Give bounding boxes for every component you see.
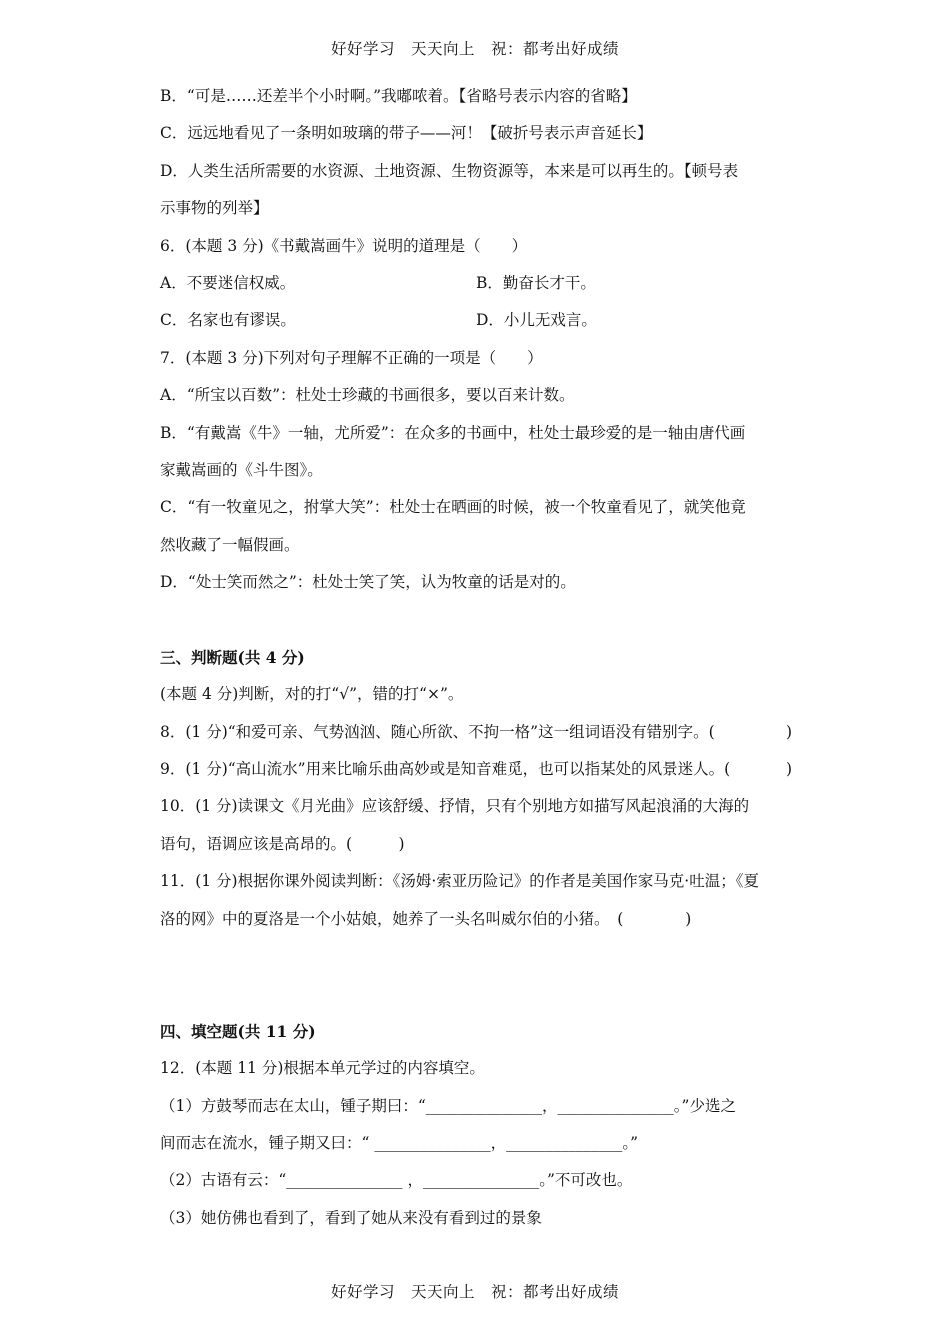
spacer bbox=[160, 975, 792, 1012]
question-12: 12．(本题 11 分)根据本单元学过的内容填空。 bbox=[160, 1059, 485, 1078]
q7-option-b-cont: 家戴嵩画的《斗牛图》。 bbox=[160, 460, 323, 479]
q7-option-c: C．“有一牧童见之，拊掌大笑”：杜处士在晒画的时候，被一个牧童看见了，就笑他竟 bbox=[160, 498, 746, 517]
q12-part-2: （2）古语有云：“_______________ ，_______________。”不可改也。 bbox=[160, 1171, 633, 1190]
option-c-line: C．远远地看见了一条明如玻璃的带子——河！【破折号表示声音延长】 bbox=[160, 124, 653, 143]
question-10-cont: 语句，语调应该是高昂的。( ) bbox=[160, 834, 405, 853]
q12-part-3: （3）她仿佛也看到了，看到了她从来没有看到过的景象 bbox=[160, 1208, 542, 1227]
question-11-cont: 洛的网》中的夏洛是一个小姑娘，她养了一头名叫威尔伯的小猪。 ( ) bbox=[160, 909, 692, 928]
option-d-line: D．人类生活所需要的水资源、土地资源、生物资源等，本来是可以再生的。【顿号表 bbox=[160, 161, 739, 180]
question-6-options-row2 bbox=[160, 302, 792, 339]
q12-part-1: （1）方鼓琴而志在太山，锺子期曰：“_______________，_______________。”少选之 bbox=[160, 1096, 736, 1115]
question-10: 10．(1 分)读课文《月光曲》应该舒缓、抒情，只有个别地方如描写风起浪涌的大海的 bbox=[160, 797, 750, 816]
q12-part-1-cont: 间而志在流水，锺子期又曰：“ _______________，_______________。” bbox=[160, 1133, 639, 1152]
q8-paren-close: ) bbox=[785, 722, 792, 741]
option-b-line: B．“可是……还差半个小时啊。”我嘟哝着。【省略号表示内容的省略】 bbox=[160, 87, 637, 105]
question-6-options-row1 bbox=[160, 265, 792, 302]
question-6: 6．(本题 3 分)《书戴嵩画牛》说明的道理是（ ） bbox=[160, 236, 528, 255]
page-footer: 好好学习 天天向上 祝：都考出好成绩 bbox=[330, 1283, 619, 1301]
q7-option-d: D．“处士笑而然之”：杜处士笑了笑，认为牧童的话是对的。 bbox=[160, 573, 576, 592]
spacer bbox=[160, 601, 792, 638]
question-11: 11．(1 分)根据你课外阅读判断：《汤姆·索亚历险记》的作者是美国作家马克·吐温；《夏 bbox=[160, 872, 759, 891]
q9-text: 9．(1 分)“高山流水”用来比喻乐曲高妙或是知音难觅，也可以指某处的风景迷人。( bbox=[160, 760, 731, 779]
q6-option-a: A．不要迷信权威。 bbox=[160, 273, 296, 292]
option-d-line-cont: 示事物的列举】 bbox=[160, 199, 269, 218]
question-7: 7．(本题 3 分)下列对句子理解不正确的一项是（ ） bbox=[160, 348, 543, 367]
section-3-title: 三、判断题(共 4 分) bbox=[160, 647, 305, 667]
q6-option-b: B．勤奋长才干。 bbox=[476, 273, 596, 292]
question-9 bbox=[160, 751, 792, 788]
page-header: 好好学习 天天向上 祝：都考出好成绩 bbox=[330, 40, 619, 58]
q7-option-a: A．“所宝以百数”：杜处士珍藏的书画很多，要以百来计数。 bbox=[160, 386, 575, 405]
q6-option-c: C．名家也有谬误。 bbox=[160, 311, 296, 330]
q6-option-d: D．小儿无戏言。 bbox=[476, 311, 597, 330]
q8-text: 8．(1 分)“和爱可亲、气势汹汹、随心所欲、不拘一格”这一组词语没有错别字。( bbox=[160, 722, 715, 741]
document-body bbox=[160, 78, 792, 1237]
q7-option-b: B．“有戴嵩《牛》一轴，尤所爱”：在众多的书画中，杜处士最珍爱的是一轴由唐代画 bbox=[160, 423, 746, 442]
question-8 bbox=[160, 714, 792, 751]
section-3-intro: (本题 4 分)判断，对的打“√”，错的打“×”。 bbox=[160, 685, 464, 704]
spacer bbox=[160, 938, 792, 975]
q9-paren-close: ) bbox=[785, 760, 792, 779]
q7-option-c-cont: 然收藏了一幅假画。 bbox=[160, 535, 300, 554]
section-4-title: 四、填空题(共 11 分) bbox=[160, 1021, 316, 1041]
